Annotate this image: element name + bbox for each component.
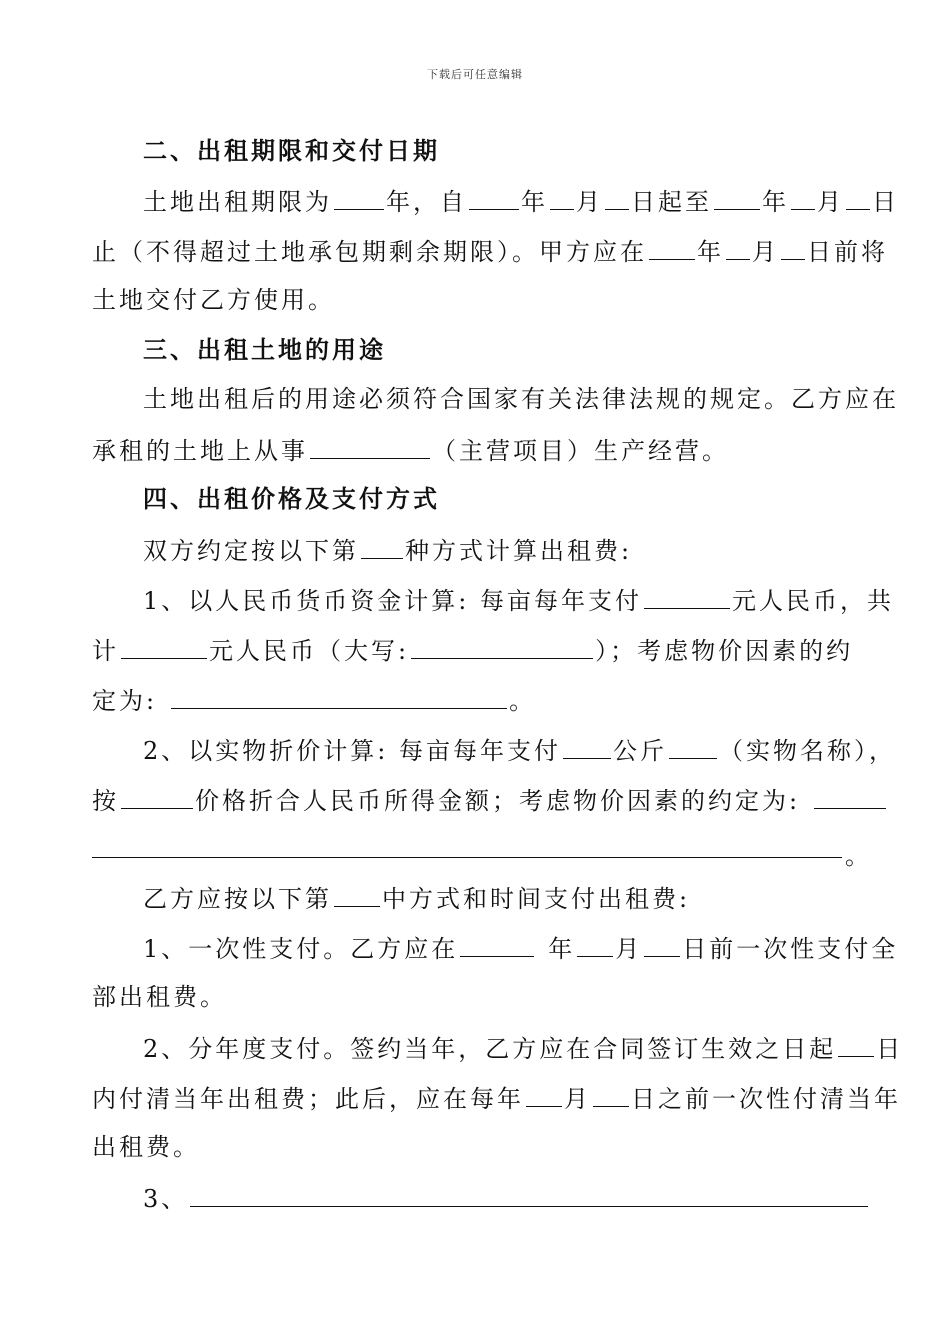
blank-other-method [190, 1182, 868, 1207]
text-segment: 月 [576, 188, 603, 216]
payment-3-line [143, 1182, 870, 1214]
text-segment: 日前一次性支付全 [682, 935, 899, 963]
text-segment: 承租的土地上从事 [92, 437, 308, 465]
text-segment: 1、一次性支付。乙方应在 [143, 935, 459, 963]
blank-price-factor-cash [171, 684, 507, 709]
text-segment: 年，自 [386, 188, 467, 216]
blank-full-line [92, 857, 842, 858]
blank-end-month [791, 185, 815, 210]
blank-payment-method [334, 882, 380, 907]
text-segment: （实物名称）， [718, 737, 896, 765]
text-segment: 月 [752, 238, 779, 266]
text-segment: 元人民币，共 [731, 587, 894, 615]
text-segment: 月 [564, 1085, 591, 1113]
payment-2-line-3: 出租费。 [92, 1133, 200, 1161]
payment-2-line-2 [92, 1082, 901, 1114]
text-segment: 月 [615, 935, 643, 963]
text-segment: 元人民币（大写: [209, 637, 410, 665]
text-segment: 计 [92, 637, 119, 665]
blank-cash-per-mu [644, 584, 730, 609]
header-note: 下载后可任意编辑 [427, 68, 523, 81]
section-3-line-1: 土地出租后的用途必须符合国家有关法律法规的规定。乙方应在 [143, 385, 899, 413]
payment-1-line-2: 部出租费。 [92, 983, 227, 1011]
option-1-line-1 [143, 584, 894, 616]
section-2-line-1 [143, 185, 899, 217]
text-segment: 3、 [143, 1185, 189, 1213]
blank-annual-month [526, 1082, 562, 1107]
text-segment: （主营项目）生产经营。 [432, 437, 729, 465]
text-segment: 定为: [92, 687, 158, 715]
blank-end-day [846, 185, 870, 210]
option-2-line-1 [143, 734, 896, 766]
blank-kg-amount [563, 734, 611, 759]
blank-start-year [469, 185, 519, 210]
section-2-line-3: 土地交付乙方使用。 [92, 286, 335, 314]
section-4-intro [143, 534, 632, 566]
section-2-heading: 二、出租期限和交付日期 [143, 136, 440, 165]
text-segment: 乙方应按以下第 [143, 885, 332, 913]
blank-rent-years [334, 185, 384, 210]
blank-start-month [550, 185, 574, 210]
text-segment: 年 [762, 188, 789, 216]
option-1-line-2 [92, 634, 853, 666]
blank-deliver-day [781, 235, 805, 260]
line-end-mark: 。 [845, 842, 869, 870]
option-1-line-3 [92, 684, 536, 716]
text-segment: 日之前一次性付清当年 [631, 1085, 901, 1113]
text-segment: 公斤 [612, 737, 667, 765]
text-segment: 月 [817, 188, 844, 216]
blank-deliver-year [649, 235, 695, 260]
text-segment: 双方约定按以下第 [143, 537, 359, 565]
payment-intro [143, 882, 690, 914]
blank-main-project [310, 434, 430, 459]
blank-start-day [605, 185, 629, 210]
option-2-line-2 [92, 784, 888, 816]
blank-amount-in-words [411, 634, 593, 659]
blank-annual-day [593, 1082, 629, 1107]
blank-deliver-month [726, 235, 750, 260]
text-segment: 日 [872, 188, 899, 216]
text-segment: 按 [92, 787, 119, 815]
text-segment: 土地出租期限为 [143, 188, 332, 216]
text-segment: 止（不得超过土地承包期剩余期限）。甲方应在 [92, 238, 647, 266]
section-4-heading: 四、出租价格及支付方式 [143, 484, 440, 513]
text-segment: 2、分年度支付。签约当年，乙方应在合同签订生效之日起 [143, 1035, 837, 1063]
text-segment: 日前将 [807, 238, 888, 266]
blank-price-factor-goods [814, 784, 886, 809]
blank-lump-year [460, 932, 534, 957]
text-segment: 价格折合人民币所得金额；考虑物价因素的约定为: [195, 787, 801, 815]
text-segment: 中方式和时间支付出租费: [382, 885, 691, 913]
text-segment: 2、以实物折价计算: 每亩每年支付 [143, 737, 561, 765]
payment-1-line-1 [143, 932, 898, 964]
text-segment: 年 [548, 935, 576, 963]
section-3-line-2 [92, 434, 729, 466]
payment-2-line-1 [143, 1032, 903, 1064]
section-2-line-2 [92, 235, 888, 267]
blank-end-year [714, 185, 760, 210]
text-segment: 年 [697, 238, 724, 266]
blank-method-number [361, 534, 403, 559]
blank-days-after-signing [838, 1032, 874, 1057]
text-segment: 种方式计算出租费: [405, 537, 633, 565]
section-3-heading: 三、出租土地的用途 [143, 335, 386, 364]
text-segment: 日起至 [631, 188, 712, 216]
text-segment: 年 [521, 188, 548, 216]
blank-lump-day [644, 932, 680, 957]
text-segment: 日 [876, 1035, 904, 1063]
text-segment: 1、以人民币货币资金计算: 每亩每年支付 [143, 587, 642, 615]
blank-cash-total [121, 634, 207, 659]
text-segment: 内付清当年出租费；此后，应在每年 [92, 1085, 524, 1113]
blank-goods-name [669, 734, 717, 759]
text-segment: 。 [509, 687, 537, 715]
blank-lump-month [577, 932, 613, 957]
text-segment: ）；考虑物价因素的约 [595, 637, 854, 665]
blank-price-basis [121, 784, 193, 809]
